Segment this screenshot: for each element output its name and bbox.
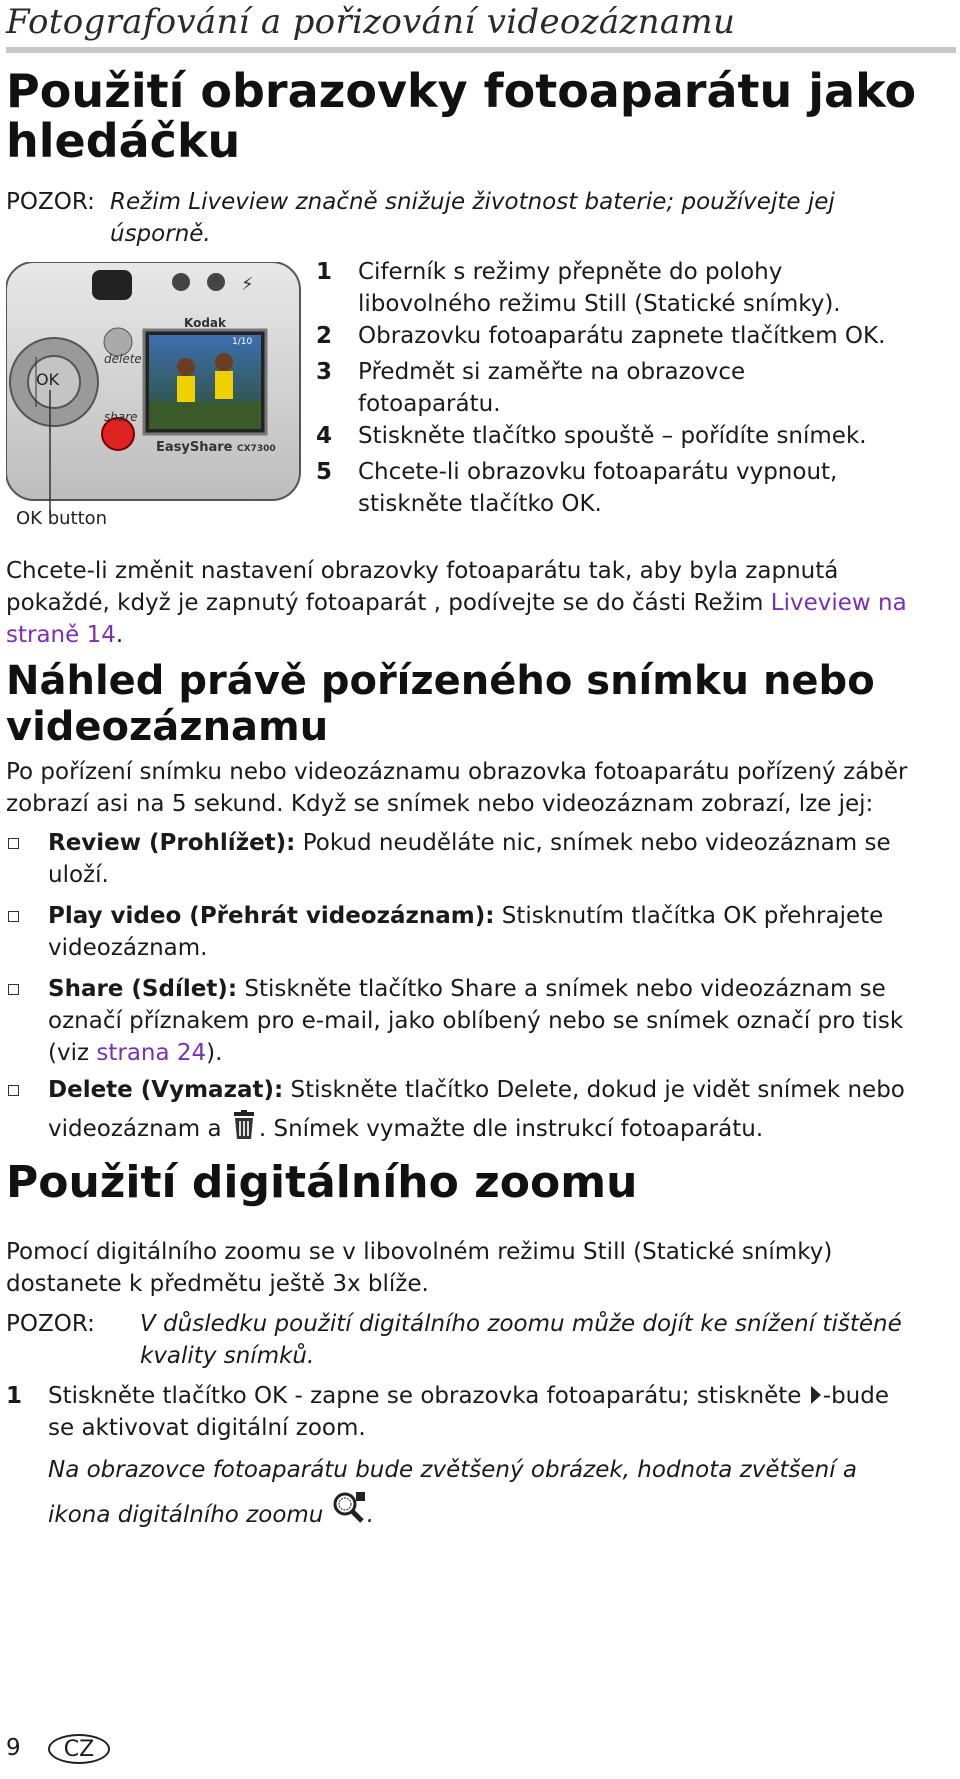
intro-line2: dostanete k předmětu ještě 3x blíže. [6, 1271, 429, 1297]
bullet-term: Review (Prohlížet): [48, 830, 296, 856]
steps-list [316, 256, 956, 520]
bullet-text-cont: uloží. [48, 862, 109, 888]
right-arrow-icon [809, 1383, 823, 1405]
caution-label-2: POZOR: [6, 1311, 95, 1337]
section2-title-line2: videozáznamu [6, 704, 329, 750]
step-item [316, 456, 956, 520]
bullet-share [48, 973, 956, 1069]
bullet-play-video [48, 900, 956, 964]
para-line2 [6, 587, 956, 619]
trash-icon [231, 1110, 257, 1140]
step-line1: Obrazovku fotoaparátu zapnete tlačítkem OK. [358, 323, 886, 349]
bullet-text: Stisknutím tlačítka OK přehrajete [494, 903, 884, 929]
camera-model [156, 440, 276, 455]
para-line2-text: pokaždé, když je zapnutý fotoaparát , podívejte se do části Režim [6, 590, 771, 616]
step-line1: Stiskněte tlačítko spouště – pořídíte snímek. [358, 423, 867, 449]
section3-intro [6, 1236, 956, 1300]
page-24-link[interactable]: strana 24 [96, 1040, 207, 1066]
bullet-term: Play video (Přehrát videozáznam): [48, 903, 495, 929]
para-line3-end: . [115, 622, 124, 648]
caution-label: POZOR: [6, 189, 95, 215]
bullet-term: Delete (Vymazat): [48, 1077, 284, 1103]
step-line2: stiskněte tlačítko OK. [358, 491, 602, 517]
page-number: 9 [6, 1735, 21, 1761]
step-item [316, 256, 956, 320]
zoom-step-line2: se aktivovat digitální zoom. [48, 1415, 366, 1441]
caution-text-2 [140, 1308, 956, 1372]
section2-title [6, 658, 875, 750]
bullet-marker [8, 911, 19, 922]
zoom-note [48, 1454, 956, 1531]
running-header: Fotografování a pořizování videozáznamu [6, 2, 736, 42]
caution-line1: V důsledku použití digitálního zoomu může dojít ke snížení tištěné [140, 1311, 902, 1337]
bullet-text-pre: (viz [48, 1040, 97, 1066]
camera-model-code: CX7300 [237, 444, 276, 454]
bullet-text: Pokud neuděláte nic, snímek nebo videozáznam se [295, 830, 891, 856]
step-item [316, 420, 956, 456]
camera-share-label: share [104, 410, 138, 424]
bullet-text-post: . Snímek vymažte dle instrukcí fotoaparátu. [258, 1116, 764, 1142]
bullet-marker [8, 984, 19, 995]
step-line2: fotoaparátu. [358, 391, 501, 417]
bullet-text-cont: označí příznakem pro e-mail, jako oblíbený nebo se snímek označí pro tisk [48, 1008, 904, 1034]
step-number: 5 [316, 459, 333, 485]
step-line1: Chcete-li obrazovku fotoaparátu vypnout, [358, 459, 838, 485]
note-line2-post: . [366, 1502, 374, 1528]
zoom-step-text-post: -bude [822, 1383, 889, 1409]
header-rule [6, 47, 956, 53]
language-badge: CZ [48, 1734, 110, 1764]
bullet-marker [8, 1085, 19, 1096]
digital-zoom-icon [331, 1490, 367, 1524]
step-line2: libovolného režimu Still (Statické snímky). [358, 291, 841, 317]
bullet-text: Stiskněte tlačítko Share a snímek nebo videozáznam se [237, 976, 886, 1002]
caution-text [110, 186, 835, 250]
para-line3 [6, 619, 956, 651]
camera-delete-label: delete [104, 352, 142, 366]
intro-line1: Pomocí digitálního zoomu se v libovolném režimu Still (Statické snímky) [6, 1239, 833, 1265]
ok-button-callout: OK button [16, 508, 108, 529]
intro-line2: zobrazí asi na 5 sekund. Když se snímek nebo videozáznam zobrazí, lze jej: [6, 791, 874, 817]
para-line1: Chcete-li změnit nastavení obrazovky fotoaparátu tak, aby byla zapnutá [6, 558, 839, 584]
step-number: 4 [316, 423, 333, 449]
step-number: 1 [316, 259, 333, 285]
bullet-text-post: ). [206, 1040, 223, 1066]
bullet-delete [48, 1074, 956, 1145]
camera-back-drawing [6, 262, 306, 537]
camera-brand: Kodak [184, 316, 226, 330]
step-line1: Předmět si zaměřte na obrazovce [358, 359, 746, 385]
bullet-text-cont: videozáznam. [48, 935, 208, 961]
caution-line2: úsporně. [110, 221, 211, 247]
bullet-marker [8, 838, 19, 849]
caution-line1: Režim Liveview značně snižuje životnost baterie; používejte jej [110, 189, 835, 215]
page-14-link[interactable]: straně 14 [6, 622, 116, 648]
camera-lcd-readout: 1/10 [232, 337, 253, 347]
camera-ok-label: OK [36, 370, 60, 389]
liveview-link[interactable]: Liveview na [770, 590, 907, 616]
section2-intro [6, 756, 956, 820]
step-item [316, 320, 956, 356]
intro-line1: Po pořízení snímku nebo videozáznamu obrazovka fotoaparátu pořízený záběr [6, 759, 908, 785]
zoom-step-text-pre: Stiskněte tlačítko OK - zapne se obrazovka fotoaparátu; stiskněte [48, 1383, 809, 1409]
section3-title: Použití digitálního zoomu [6, 1157, 638, 1208]
section1-title-line1: Použití obrazovky fotoaparátu jako [6, 64, 917, 118]
camera-model-name: EasyShare [156, 440, 233, 455]
bullet-review [48, 827, 956, 891]
bullet-term: Share (Sdílet): [48, 976, 238, 1002]
step-number: 2 [316, 323, 333, 349]
caution-line2: kvality snímků. [140, 1343, 315, 1369]
camera-illustration [6, 262, 306, 537]
note-line1: Na obrazovce fotoaparátu bude zvětšený obrázek, hodnota zvětšení a [48, 1457, 857, 1483]
liveview-paragraph [6, 555, 956, 651]
note-line2-pre: ikona digitálního zoomu [48, 1502, 331, 1528]
bullet-text: Stiskněte tlačítko Delete, dokud je vidět snímek nebo [283, 1077, 905, 1103]
zoom-step-number: 1 [6, 1383, 23, 1409]
section1-title-line2: hledáčku [6, 114, 241, 168]
bullet-text-pre: videozáznam a [48, 1116, 229, 1142]
step-item [316, 356, 956, 420]
section2-title-line1: Náhled právě pořízeného snímku nebo [6, 658, 875, 704]
section1-title [6, 66, 916, 166]
zoom-step [48, 1380, 956, 1444]
step-number: 3 [316, 359, 333, 385]
svg-text:⚡: ⚡ [241, 274, 254, 295]
step-line1: Ciferník s režimy přepněte do polohy [358, 259, 783, 285]
